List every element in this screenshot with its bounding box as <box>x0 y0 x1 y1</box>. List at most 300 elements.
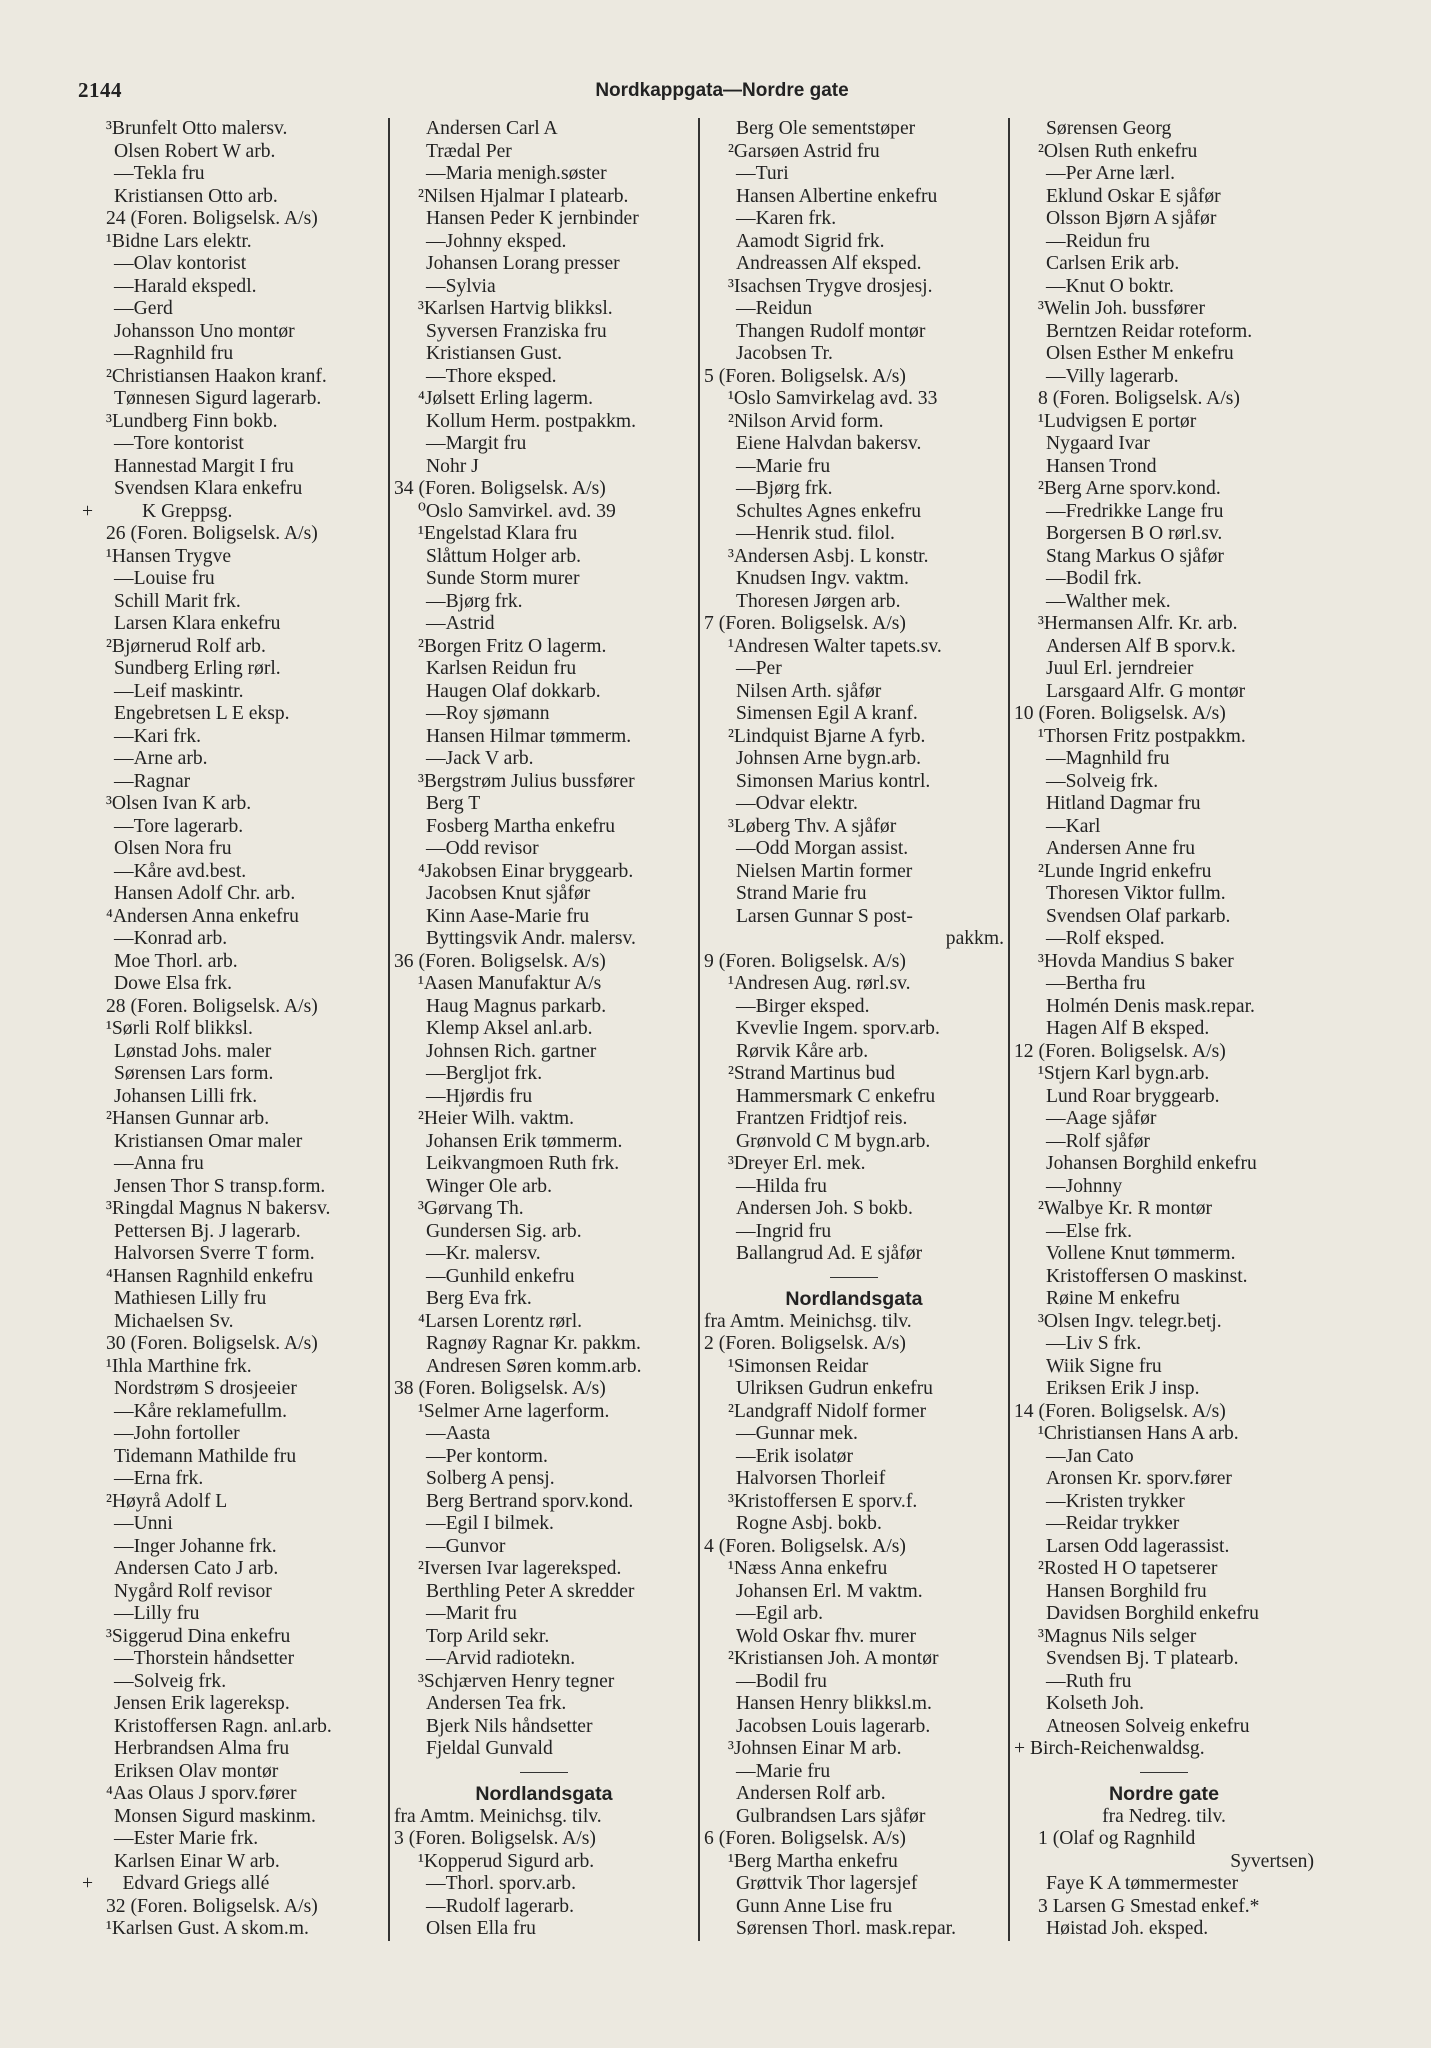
resident-entry: Kristoffersen Ragn. anl.arb. <box>114 1715 332 1737</box>
floor-entry: ¹Berg Martha enkefru <box>728 1850 898 1872</box>
resident-entry: —Thorstein håndsetter <box>114 1648 295 1669</box>
resident-entry: Dowe Elsa frk. <box>114 973 233 994</box>
resident-entry: —Solveig frk. <box>114 1670 227 1692</box>
resident-entry: —Bertha fru <box>1046 973 1146 994</box>
building-entry: 7 (Foren. Boligselsk. A/s) <box>704 613 906 634</box>
floor-entry: ¹Næss Anna enkefru <box>728 1558 888 1579</box>
resident-entry: Svendsen Klara enkefru <box>114 478 303 499</box>
resident-entry: —Villy lagerarb. <box>1046 365 1179 387</box>
floor-entry: ³Bergstrøm Julius bussfører <box>418 770 635 792</box>
resident-entry: Larsgaard Alfr. G montør <box>1046 680 1246 702</box>
resident-entry: Sundberg Erling rørl. <box>114 658 281 679</box>
resident-entry: —Gunnar mek. <box>736 1423 858 1444</box>
resident-entry: Vollene Knut tømmerm. <box>1046 1243 1236 1264</box>
resident-entry: Byttingsvik Andr. malersv. <box>426 928 636 949</box>
cross-street-marker: + Birch-Reichenwaldsg. <box>1014 1738 1205 1759</box>
resident-entry: Slåttum Holger arb. <box>426 545 582 567</box>
cross-street-marker: + Edvard Griegs allé <box>82 1873 270 1894</box>
resident-entry: Andreassen Alf eksped. <box>736 253 922 274</box>
resident-entry: Hammersmark C enkefru <box>736 1085 936 1107</box>
resident-entry: —Astrid <box>426 613 495 634</box>
floor-entry: ¹Selmer Arne lagerform. <box>418 1400 610 1422</box>
floor-entry: ³Olsen Ingv. telegr.betj. <box>1038 1310 1222 1332</box>
resident-entry: Johansen Borghild enkefru <box>1046 1153 1257 1174</box>
resident-entry: Kristoffersen O maskinst. <box>1046 1265 1248 1287</box>
floor-entry: ³Magnus Nils selger <box>1038 1625 1197 1647</box>
resident-entry: Berthling Peter A skredder <box>426 1580 635 1602</box>
floor-entry: ²Nilson Arvid form. <box>728 410 884 432</box>
resident-entry: Johansen Erik tømmerm. <box>426 1130 623 1152</box>
resident-entry: Hansen Borghild fru <box>1046 1580 1207 1602</box>
resident-entry: Tidemann Mathilde fru <box>114 1445 297 1467</box>
resident-entry: —Kr. malersv. <box>426 1243 541 1264</box>
floor-entry: ¹Bidne Lars elektr. <box>106 230 252 252</box>
resident-entry: Tønnesen Sigurd lagerarb. <box>114 388 322 409</box>
resident-entry: Røine M enkefru <box>1046 1288 1180 1309</box>
resident-entry: Johansen Lilli frk. <box>114 1085 258 1107</box>
resident-entry: Halvorsen Sverre T form. <box>114 1243 315 1264</box>
floor-entry: ⁴Jølsett Erling lagerm. <box>418 388 593 409</box>
resident-entry: Høistad Joh. eksped. <box>1046 1918 1209 1939</box>
resident-entry: Hannestad Margit I fru <box>114 455 294 477</box>
resident-entry: Lønstad Johs. maler <box>114 1040 272 1062</box>
resident-entry: —Tore kontorist <box>114 433 244 454</box>
resident-entry: —Konrad arb. <box>114 928 228 949</box>
resident-entry: —Reidar trykker <box>1046 1513 1180 1534</box>
floor-entry: ²Rosted H O tapetserer <box>1038 1558 1218 1579</box>
resident-entry: —Tekla fru <box>114 163 205 184</box>
resident-entry: Karlsen Reidun fru <box>426 658 577 679</box>
floor-entry: ³Hermansen Alfr. Kr. arb. <box>1038 613 1238 634</box>
floor-entry: ³Schjærven Henry tegner <box>418 1670 615 1692</box>
floor-entry: ¹Oslo Samvirkelag avd. 33 <box>728 388 938 409</box>
resident-entry: Kinn Aase-Marie fru <box>426 905 590 927</box>
floor-entry: ²Høyrå Adolf L <box>106 1490 228 1512</box>
section-divider <box>704 1266 1004 1289</box>
resident-entry: Michaelsen Sv. <box>114 1310 234 1332</box>
resident-entry: —Turi <box>736 163 789 184</box>
building-entry: 14 (Foren. Boligselsk. A/s) <box>1014 1400 1226 1422</box>
resident-entry: Stang Markus O sjåfør <box>1046 545 1224 567</box>
resident-entry: Kristiansen Omar maler <box>114 1130 303 1152</box>
resident-entry: —Margit fru <box>426 433 527 454</box>
floor-entry: ²Lunde Ingrid enkefru <box>1038 860 1212 882</box>
floor-entry: ²Garsøen Astrid fru <box>728 140 880 162</box>
resident-entry: Pettersen Bj. J lagerarb. <box>114 1220 301 1242</box>
resident-entry: —Johnny <box>1046 1175 1123 1197</box>
floor-entry: ¹Simonsen Reidar <box>728 1355 869 1377</box>
floor-entry: 26 (Foren. Boligselsk. A/s) <box>106 523 318 544</box>
resident-entry: Rørvik Kåre arb. <box>736 1040 869 1062</box>
resident-entry: Nordstrøm S drosjeeier <box>114 1378 297 1399</box>
resident-entry: Haugen Olaf dokkarb. <box>426 680 601 702</box>
resident-entry: —Gunvor <box>426 1535 506 1557</box>
floor-entry: ³Andersen Asbj. L konstr. <box>728 545 929 567</box>
resident-entry: Schultes Agnes enkefru <box>736 500 922 522</box>
floor-entry: ³Løberg Thv. A sjåfør <box>728 815 897 837</box>
resident-entry: Gundersen Sig. arb. <box>426 1220 582 1242</box>
resident-entry: —Per Arne lærl. <box>1046 163 1175 184</box>
floor-entry: ³Isachsen Trygve drosjesj. <box>728 275 933 297</box>
floor-entry: ²Landgraff Nidolf former <box>728 1400 927 1422</box>
street-heading: Nordlandsgata <box>785 1288 923 1310</box>
resident-entry: Aronsen Kr. sporv.fører <box>1046 1468 1232 1489</box>
resident-entry: Jacobsen Knut sjåfør <box>426 883 591 904</box>
resident-entry: —Thore eksped. <box>426 365 557 387</box>
resident-entry: Kvevlie Ingem. sporv.arb. <box>736 1018 940 1039</box>
resident-entry: Thangen Rudolf montør <box>736 320 926 342</box>
resident-entry: Herbrandsen Alma fru <box>114 1738 290 1759</box>
building-entry: 9 (Foren. Boligselsk. A/s) <box>704 950 906 972</box>
floor-entry: 1 (Olaf og Ragnhild <box>1038 1828 1196 1849</box>
resident-entry: Frantzen Fridtjof reis. <box>736 1108 908 1129</box>
resident-entry: Gunn Anne Lise fru <box>736 1895 893 1917</box>
resident-entry: Nygaard Ivar <box>1046 433 1150 454</box>
resident-entry: Simensen Egil A kranf. <box>736 703 918 724</box>
cross-street-marker: + K Greppsg. <box>82 500 233 522</box>
floor-entry: ³Brunfelt Otto malersv. <box>106 118 288 139</box>
resident-entry: Torp Arild sekr. <box>426 1625 550 1647</box>
building-entry: 4 (Foren. Boligselsk. A/s) <box>704 1535 906 1557</box>
floor-entry: ¹Andresen Walter tapets.sv. <box>728 635 942 657</box>
resident-entry: Sørensen Georg <box>1046 118 1172 139</box>
street-heading: Nordlandsgata <box>475 1783 613 1805</box>
resident-entry: Andersen Anne fru <box>1046 838 1196 859</box>
resident-entry: Kollum Herm. postpakkm. <box>426 410 637 432</box>
resident-entry: —Rudolf lagerarb. <box>426 1895 574 1917</box>
resident-entry: —Aage sjåfør <box>1046 1108 1157 1129</box>
resident-entry: —Knut O boktr. <box>1046 275 1174 297</box>
resident-entry: Nygård Rolf revisor <box>114 1580 272 1602</box>
resident-entry: Wold Oskar fhv. murer <box>736 1625 916 1647</box>
resident-entry: —Erna frk. <box>114 1468 204 1489</box>
resident-entry: Olsson Bjørn A sjåfør <box>1046 208 1217 229</box>
resident-entry: Larsen Gunnar S post- <box>736 905 913 927</box>
resident-entry: Carlsen Erik arb. <box>1046 253 1180 274</box>
resident-entry: Grønvold C M bygn.arb. <box>736 1130 931 1152</box>
resident-entry: Ulriksen Gudrun enkefru <box>736 1378 933 1399</box>
resident-entry: —Unni <box>114 1513 173 1534</box>
floor-entry: ²Kristiansen Joh. A montør <box>728 1648 939 1669</box>
floor-entry: ²Olsen Ruth enkefru <box>1038 140 1198 162</box>
building-entry: 12 (Foren. Boligselsk. A/s) <box>1014 1040 1226 1062</box>
resident-entry: —Hjørdis fru <box>426 1085 533 1107</box>
resident-entry: Hansen Trond <box>1046 455 1157 477</box>
resident-entry: Larsen Odd lagerassist. <box>1046 1535 1230 1557</box>
building-entry: 38 (Foren. Boligselsk. A/s) <box>394 1378 606 1399</box>
resident-entry: Andersen Rolf arb. <box>736 1783 886 1804</box>
resident-entry: Moe Thorl. arb. <box>114 950 238 972</box>
resident-entry: Aamodt Sigrid frk. <box>736 230 885 252</box>
floor-entry: ³Johnsen Einar M arb. <box>728 1738 902 1759</box>
resident-entry: —Egil I bilmek. <box>426 1513 554 1534</box>
resident-entry: —Erik isolatør <box>736 1445 853 1467</box>
floor-entry: ¹Engelstad Klara fru <box>418 523 578 544</box>
resident-entry: —Jan Cato <box>1046 1445 1134 1467</box>
resident-entry: Rogne Asbj. bokb. <box>736 1513 882 1534</box>
column-1 <box>78 118 388 1941</box>
floor-entry: ¹Karlsen Gust. A skom.m. <box>106 1918 309 1939</box>
resident-entry: Mathiesen Lilly fru <box>114 1288 267 1309</box>
resident-entry: —Maria menigh.søster <box>426 163 607 184</box>
resident-entry: Halvorsen Thorleif <box>736 1468 886 1489</box>
resident-entry: Trædal Per <box>426 140 512 162</box>
resident-entry: —Birger eksped. <box>736 995 870 1017</box>
building-entry: 36 (Foren. Boligselsk. A/s) <box>394 950 606 972</box>
resident-entry: —Henrik stud. filol. <box>736 523 895 544</box>
resident-entry: Olsen Ella fru <box>426 1918 536 1939</box>
resident-entry: Karlsen Einar W arb. <box>114 1850 280 1872</box>
resident-entry: —Else frk. <box>1046 1220 1132 1242</box>
floor-entry: ³Karlsen Hartvig blikksl. <box>418 298 613 319</box>
resident-entry: Juul Erl. jerndreier <box>1046 658 1194 679</box>
resident-entry: Ragnøy Ragnar Kr. pakkm. <box>426 1333 641 1354</box>
section-divider <box>394 1761 694 1784</box>
resident-entry: —Kristen trykker <box>1046 1490 1185 1512</box>
resident-entry: Eiene Halvdan bakersv. <box>736 433 922 454</box>
resident-entry: Johansen Erl. M vaktm. <box>736 1580 923 1602</box>
resident-entry: Andresen Søren komm.arb. <box>426 1355 642 1377</box>
building-entry: 5 (Foren. Boligselsk. A/s) <box>704 365 906 387</box>
floor-entry: 24 (Foren. Boligselsk. A/s) <box>106 208 318 229</box>
street-note: fra Nedreg. tilv. <box>1102 1805 1226 1827</box>
resident-entry: Hansen Hilmar tømmerm. <box>426 725 632 747</box>
resident-entry: —Magnhild fru <box>1046 748 1170 769</box>
resident-entry: —Anna fru <box>114 1153 204 1174</box>
resident-entry: Hansen Peder K jernbinder <box>426 208 639 229</box>
floor-entry: 3 Larsen G Smestad enkef.* <box>1038 1895 1260 1917</box>
floor-entry: ³Olsen Ivan K arb. <box>106 793 252 814</box>
resident-entry: —Karl <box>1046 815 1101 837</box>
floor-entry: ²Heier Wilh. vaktm. <box>418 1108 574 1129</box>
resident-entry: —Arne arb. <box>114 748 208 769</box>
resident-entry: —Leif maskintr. <box>114 680 244 702</box>
section-divider <box>1014 1761 1314 1784</box>
resident-entry: —Bjørg frk. <box>426 590 523 612</box>
building-entry: 2 (Foren. Boligselsk. A/s) <box>704 1333 906 1354</box>
resident-entry: —Ragnhild fru <box>114 343 234 364</box>
resident-entry: Leikvangmoen Ruth frk. <box>426 1153 620 1174</box>
resident-entry: Klemp Aksel anl.arb. <box>426 1018 593 1039</box>
building-entry: 3 (Foren. Boligselsk. A/s) <box>394 1828 596 1849</box>
floor-entry: ⁴Jakobsen Einar bryggearb. <box>418 860 634 882</box>
resident-entry: Gulbrandsen Lars sjåfør <box>736 1805 926 1827</box>
resident-entry: —Ragnar <box>114 770 191 792</box>
resident-entry: Svendsen Olaf parkarb. <box>1046 905 1231 927</box>
running-head: Nordkappgata—Nordre gate <box>595 80 849 101</box>
resident-entry: Jensen Thor S transp.form. <box>114 1175 326 1197</box>
floor-entry: ¹Sørli Rolf blikksl. <box>106 1018 253 1039</box>
resident-entry: Sunde Storm murer <box>426 568 580 589</box>
resident-entry: Nilsen Arth. sjåfør <box>736 680 882 702</box>
resident-entry: Olsen Robert W arb. <box>114 140 276 162</box>
resident-entry: —Arvid radiotekn. <box>426 1648 576 1669</box>
resident-entry: —Bergljot frk. <box>426 1063 543 1084</box>
resident-entry: —Sylvia <box>426 275 496 297</box>
directory-columns <box>78 118 1318 1941</box>
floor-entry: ³Hovda Mandius S baker <box>1038 950 1234 972</box>
resident-entry: Monsen Sigurd maskinm. <box>114 1805 316 1827</box>
resident-entry: —Walther mek. <box>1046 590 1171 612</box>
resident-entry: Ballangrud Ad. E sjåfør <box>736 1243 923 1264</box>
resident-entry: Haug Magnus parkarb. <box>426 995 607 1017</box>
resident-entry: Hitland Dagmar fru <box>1046 793 1201 814</box>
resident-entry: —Olav kontorist <box>114 253 247 274</box>
floor-entry: ²Hansen Gunnar arb. <box>106 1108 270 1129</box>
floor-entry: ³Siggerud Dina enkefru <box>106 1625 291 1647</box>
resident-entry: Solberg A pensj. <box>426 1468 555 1489</box>
resident-entry: Sørensen Thorl. mask.repar. <box>736 1918 957 1939</box>
resident-entry: Fjeldal Gunvald <box>426 1738 553 1759</box>
resident-entry: Borgersen B O rørl.sv. <box>1046 523 1223 544</box>
floor-entry: ¹Stjern Karl bygn.arb. <box>1038 1063 1210 1084</box>
resident-entry: Nohr J <box>426 455 479 477</box>
street-heading: Nordre gate <box>1109 1783 1219 1805</box>
floor-entry: 32 (Foren. Boligselsk. A/s) <box>106 1895 318 1917</box>
resident-entry: Hagen Alf B eksped. <box>1046 1018 1210 1039</box>
floor-entry: ¹Aasen Manufaktur A/s <box>418 973 602 994</box>
resident-entry: Olsen Esther M enkefru <box>1046 343 1234 364</box>
floor-entry: ⁰Oslo Samvirkel. avd. 39 <box>418 500 616 522</box>
column-4 <box>1008 118 1318 1941</box>
resident-entry: —Jack V arb. <box>426 748 534 769</box>
resident-entry: Berg Ole sementstøper <box>736 118 916 139</box>
resident-entry: —Kåre reklamefullm. <box>114 1400 288 1422</box>
resident-entry: —Ingrid fru <box>736 1220 832 1242</box>
floor-entry: 8 (Foren. Boligselsk. A/s) <box>1038 388 1240 409</box>
resident-entry: Faye K A tømmermester <box>1046 1873 1239 1894</box>
floor-entry: ¹Christiansen Hans A arb. <box>1038 1423 1239 1444</box>
resident-entry: —Gerd <box>114 298 173 319</box>
floor-entry: ²Walbye Kr. R montør <box>1038 1198 1213 1219</box>
resident-entry: Kolseth Joh. <box>1046 1693 1144 1714</box>
resident-entry: Winger Ole arb. <box>426 1175 552 1197</box>
resident-entry: Holmén Denis mask.repar. <box>1046 995 1255 1017</box>
floor-entry: ²Iversen Ivar lagereksped. <box>418 1558 622 1579</box>
resident-entry: Johnsen Rich. gartner <box>426 1040 597 1062</box>
resident-entry: Johnsen Arne bygn.arb. <box>736 748 922 769</box>
building-entry: fra Amtm. Meinichsg. tilv. <box>704 1310 912 1332</box>
resident-entry: Larsen Klara enkefru <box>114 613 281 634</box>
resident-entry: Eriksen Erik J insp. <box>1046 1378 1200 1399</box>
floor-entry: ³Dreyer Erl. mek. <box>728 1153 866 1174</box>
floor-entry: ⁴Andersen Anna enkefru <box>106 905 299 927</box>
resident-entry: Berg T <box>426 793 481 814</box>
resident-entry: —Bodil fru <box>736 1670 827 1692</box>
resident-entry: —Tore lagerarb. <box>114 815 244 837</box>
resident-entry: Olsen Nora fru <box>114 838 232 859</box>
floor-entry: 28 (Foren. Boligselsk. A/s) <box>106 995 318 1017</box>
resident-entry: Andersen Carl A <box>426 118 558 139</box>
page-number: 2144 <box>78 78 122 102</box>
floor-entry: ²Lindquist Bjarne A fyrb. <box>728 725 926 747</box>
floor-entry: ¹Ludvigsen E portør <box>1038 410 1197 432</box>
resident-entry: Jacobsen Tr. <box>736 343 833 364</box>
floor-entry: ²Nilsen Hjalmar I platearb. <box>418 185 629 207</box>
resident-entry: —Roy sjømann <box>426 703 550 724</box>
resident-entry: Hansen Adolf Chr. arb. <box>114 883 296 904</box>
floor-entry: ³Gørvang Th. <box>418 1198 524 1219</box>
resident-entry: Engebretsen L E eksp. <box>114 703 290 724</box>
floor-entry: ¹Ihla Marthine frk. <box>106 1355 252 1377</box>
resident-entry: Syversen Franziska fru <box>426 320 607 342</box>
resident-entry: Sørensen Lars form. <box>114 1063 274 1084</box>
resident-entry: Schill Marit frk. <box>114 590 241 612</box>
resident-entry: —Marit fru <box>426 1603 517 1624</box>
floor-entry: ²Bjørnerud Rolf arb. <box>106 635 266 657</box>
resident-entry: Davidsen Borghild enkefru <box>1046 1603 1259 1624</box>
resident-entry: —Kari frk. <box>114 725 202 747</box>
resident-entry: —Inger Johanne frk. <box>114 1535 277 1557</box>
resident-entry: Bjerk Nils håndsetter <box>426 1715 593 1737</box>
resident-entry: Wiik Signe fru <box>1046 1355 1162 1377</box>
floor-entry: ³Ringdal Magnus N bakersv. <box>106 1198 331 1219</box>
resident-entry: Eriksen Olav montør <box>114 1760 279 1782</box>
resident-entry: —Louise fru <box>114 568 215 589</box>
resident-entry: —Rolf sjåfør <box>1046 1130 1150 1152</box>
resident-entry: Hansen Albertine enkefru <box>736 185 938 207</box>
floor-entry: ²Strand Martinus bud <box>728 1063 895 1084</box>
column-3 <box>698 118 1008 1941</box>
floor-entry: ²Christiansen Haakon kranf. <box>106 365 327 387</box>
resident-entry: Andersen Cato J arb. <box>114 1558 279 1579</box>
resident-entry: Strand Marie fru <box>736 883 867 904</box>
continuation-line: Syvertsen) <box>1230 1850 1314 1872</box>
resident-entry: —Odd Morgan assist. <box>736 838 909 859</box>
resident-entry: —Bodil frk. <box>1046 568 1142 589</box>
resident-entry: —Odd revisor <box>426 838 539 859</box>
resident-entry: Hansen Henry blikksl.m. <box>736 1693 932 1714</box>
floor-entry: ²Borgen Fritz O lagerm. <box>418 635 607 657</box>
resident-entry: Johansen Lorang presser <box>426 253 620 274</box>
resident-entry: —Per <box>736 658 782 679</box>
building-entry: 10 (Foren. Boligselsk. A/s) <box>1014 703 1226 724</box>
floor-entry: ²Berg Arne sporv.kond. <box>1038 478 1221 499</box>
resident-entry: Thoresen Jørgen arb. <box>736 590 901 612</box>
resident-entry: —Kåre avd.best. <box>114 860 247 882</box>
resident-entry: Thoresen Viktor fullm. <box>1046 883 1226 904</box>
resident-entry: —Aasta <box>426 1423 491 1444</box>
resident-entry: Nielsen Martin former <box>736 860 913 882</box>
resident-entry: —Hilda fru <box>736 1175 827 1197</box>
floor-entry: ³Welin Joh. bussfører <box>1038 298 1206 319</box>
resident-entry: Johansson Uno montør <box>114 320 295 342</box>
floor-entry: 30 (Foren. Boligselsk. A/s) <box>106 1333 318 1354</box>
floor-entry: ¹Hansen Trygve <box>106 545 232 567</box>
building-entry: 34 (Foren. Boligselsk. A/s) <box>394 478 606 499</box>
resident-entry: —Ester Marie frk. <box>114 1828 259 1849</box>
resident-entry: Andersen Tea frk. <box>426 1693 567 1714</box>
floor-entry: ¹Andresen Aug. rørl.sv. <box>728 973 911 994</box>
column-2 <box>388 118 698 1941</box>
resident-entry: —Harald ekspedl. <box>114 275 257 297</box>
resident-entry: —Per kontorm. <box>426 1445 548 1467</box>
floor-entry: ¹Thorsen Fritz postpakkm. <box>1038 725 1246 747</box>
resident-entry: —Ruth fru <box>1046 1670 1132 1692</box>
resident-entry: —Reidun fru <box>1046 230 1150 252</box>
continuation-line: pakkm. <box>945 928 1004 949</box>
resident-entry: Eklund Oskar E sjåfør <box>1046 185 1221 207</box>
resident-entry: Jacobsen Louis lagerarb. <box>736 1715 931 1737</box>
resident-entry: Kristiansen Otto arb. <box>114 185 278 207</box>
building-entry: 6 (Foren. Boligselsk. A/s) <box>704 1828 906 1849</box>
floor-entry: ⁴Larsen Lorentz rørl. <box>418 1310 583 1332</box>
resident-entry: Andersen Alf B sporv.k. <box>1046 635 1236 657</box>
resident-entry: Simonsen Marius kontrl. <box>736 770 931 792</box>
floor-entry: ⁴Aas Olaus J sporv.fører <box>106 1783 297 1804</box>
resident-entry: Lund Roar bryggearb. <box>1046 1085 1220 1107</box>
resident-entry: Knudsen Ingv. vaktm. <box>736 568 909 589</box>
